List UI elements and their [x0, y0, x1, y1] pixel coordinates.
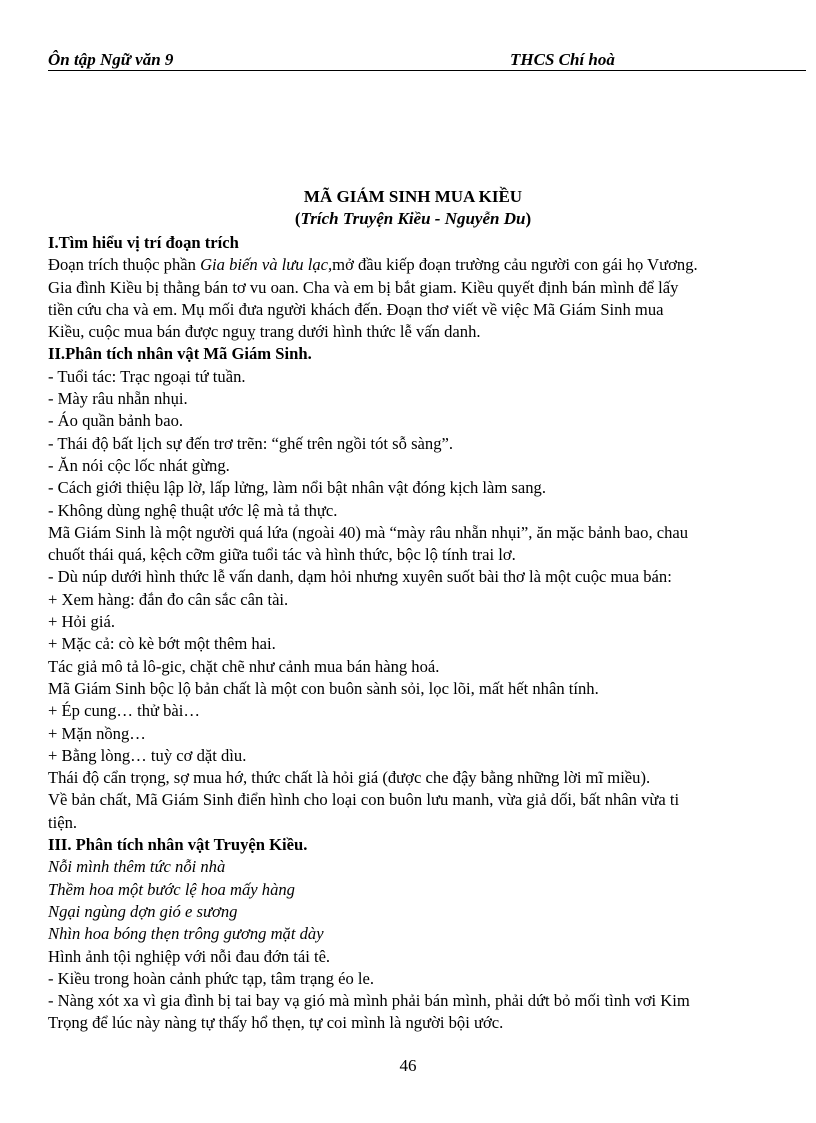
section2-line: chuốt thái quá, kệch cỡm giữa tuổi tác và hình thức, bộc lộ tính trai lơ.	[48, 545, 516, 565]
section3-line: Trọng để lúc này nàng tự thấy hổ thẹn, tự coi mình là người bội ước.	[48, 1013, 504, 1033]
header-right-text: THCS Chí hoà	[510, 50, 615, 69]
section1-p1-after: mở đầu kiếp đoạn trường cảu người con gái họ Vương.	[332, 255, 698, 275]
section2-line: Thái độ cẩn trọng, sợ mua hớ, thức chất là hỏi giá (được che đậy bằng những lời mĩ miều).	[48, 768, 651, 788]
section3-heading: III. Phân tích nhân vật Truyện Kiều.	[48, 835, 308, 855]
section1-line: tiền cứu cha và em. Mụ mối đưa người khách đến. Đoạn thơ viết về việc Mã Giám Sinh mua	[48, 299, 664, 319]
document-title: MÃ GIÁM SINH MUA KIỀU	[303, 187, 523, 206]
section1-p1-italic: Gia biến và lưu lạc,	[200, 255, 333, 275]
section2-line: Mã Giám Sinh là một người quá lứa (ngoài 40) mà “mày râu nhẵn nhụi”, ăn mặc bảnh bao, chau	[48, 522, 689, 542]
section1-paragraph-line	[48, 254, 788, 276]
subtitle-text: Trích Truyện Kiều - Nguyễn Du	[300, 209, 526, 228]
page-header	[48, 50, 806, 71]
document-body	[48, 232, 788, 1035]
section1-line: Gia đình Kiều bị thằng bán tơ vu oan. Cha và em bị bắt giam. Kiều quyết định bán mình để lấy	[48, 277, 679, 297]
subtitle-open-paren: (	[294, 209, 301, 228]
poem-line: Thềm hoa một bước lệ hoa mấy hàng	[48, 879, 295, 899]
section3-line: - Nàng xót xa vì gia đình bị tai bay vạ gió mà mình phải bán mình, phải dứt bỏ mối tình vơi Kim	[48, 991, 690, 1011]
section2-line: Tác giả mô tả lô-gic, chặt chẽ như cảnh mua bán hàng hoá.	[48, 656, 440, 676]
poem-line: Nhìn hoa bóng thẹn trông gương mặt dày	[48, 924, 324, 944]
title-block	[0, 186, 816, 230]
section2-line: + Ép cung… thử bài…	[48, 701, 201, 721]
section2-line: - Tuổi tác: Trạc ngoại tứ tuần.	[48, 366, 246, 386]
section1-line: Kiều, cuộc mua bán được nguỵ trang dưới hình thức lễ vấn danh.	[48, 322, 481, 342]
section2-line: - Cách giới thiệu lập lờ, lấp lửng, làm nổi bật nhân vật đóng kịch làm sang.	[48, 478, 546, 498]
page-number: 46	[399, 1056, 417, 1075]
section2-line: + Mặc cả: cò kè bớt một thêm hai.	[48, 634, 276, 654]
header-left-text: Ôn tập Ngữ văn 9	[48, 50, 174, 69]
section2-line: + Bằng lòng… tuỳ cơ dặt dìu.	[48, 745, 247, 765]
section2-line: Mã Giám Sinh bộc lộ bản chất là một con buôn sành sỏi, lọc lõi, mất hết nhân tính.	[48, 678, 599, 698]
section2-line: Về bản chất, Mã Giám Sinh điển hình cho loại con buôn lưu manh, vừa giả dối, bất nhân vừa ti	[48, 790, 680, 810]
section2-line: + Xem hàng: đắn đo cân sắc cân tài.	[48, 589, 289, 609]
section3-line: Hình ảnh tội nghiệp với nỗi đau đớn tái tê.	[48, 946, 331, 966]
section2-line: - Thái độ bất lịch sự đến trơ trẽn: “ghế trên ngồi tót sỗ sàng”.	[48, 433, 454, 453]
section2-line: + Mặn nồng…	[48, 723, 146, 743]
section2-line: - Không dùng nghệ thuật ước lệ mà tả thực.	[48, 500, 338, 520]
section2-line: + Hỏi giá.	[48, 612, 115, 632]
section2-line: - Dù núp dưới hình thức lễ vấn danh, dạm hỏi nhưng xuyên suốt bài thơ là một cuộc mua bán:	[48, 567, 672, 587]
section2-heading: II.Phân tích nhân vật Mã Giám Sinh.	[48, 344, 312, 364]
section2-line: - Áo quần bảnh bao.	[48, 411, 184, 431]
subtitle-close-paren: )	[525, 209, 532, 228]
section2-line: - Ăn nói cộc lốc nhát gừng.	[48, 455, 230, 475]
section1-p1-before: Đoạn trích thuộc phần	[48, 255, 201, 275]
section3-line: - Kiều trong hoàn cảnh phức tạp, tâm trạng éo le.	[48, 968, 375, 988]
poem-line: Ngại ngùng dợn gió e sương	[48, 901, 238, 921]
section1-heading: I.Tìm hiểu vị trí đoạn trích	[48, 233, 239, 252]
document-subtitle	[0, 208, 816, 230]
poem-line: Nỗi mình thêm tức nỗi nhà	[48, 857, 226, 877]
section2-line: tiện.	[48, 812, 78, 832]
section2-line: - Mày râu nhẵn nhụi.	[48, 389, 188, 409]
